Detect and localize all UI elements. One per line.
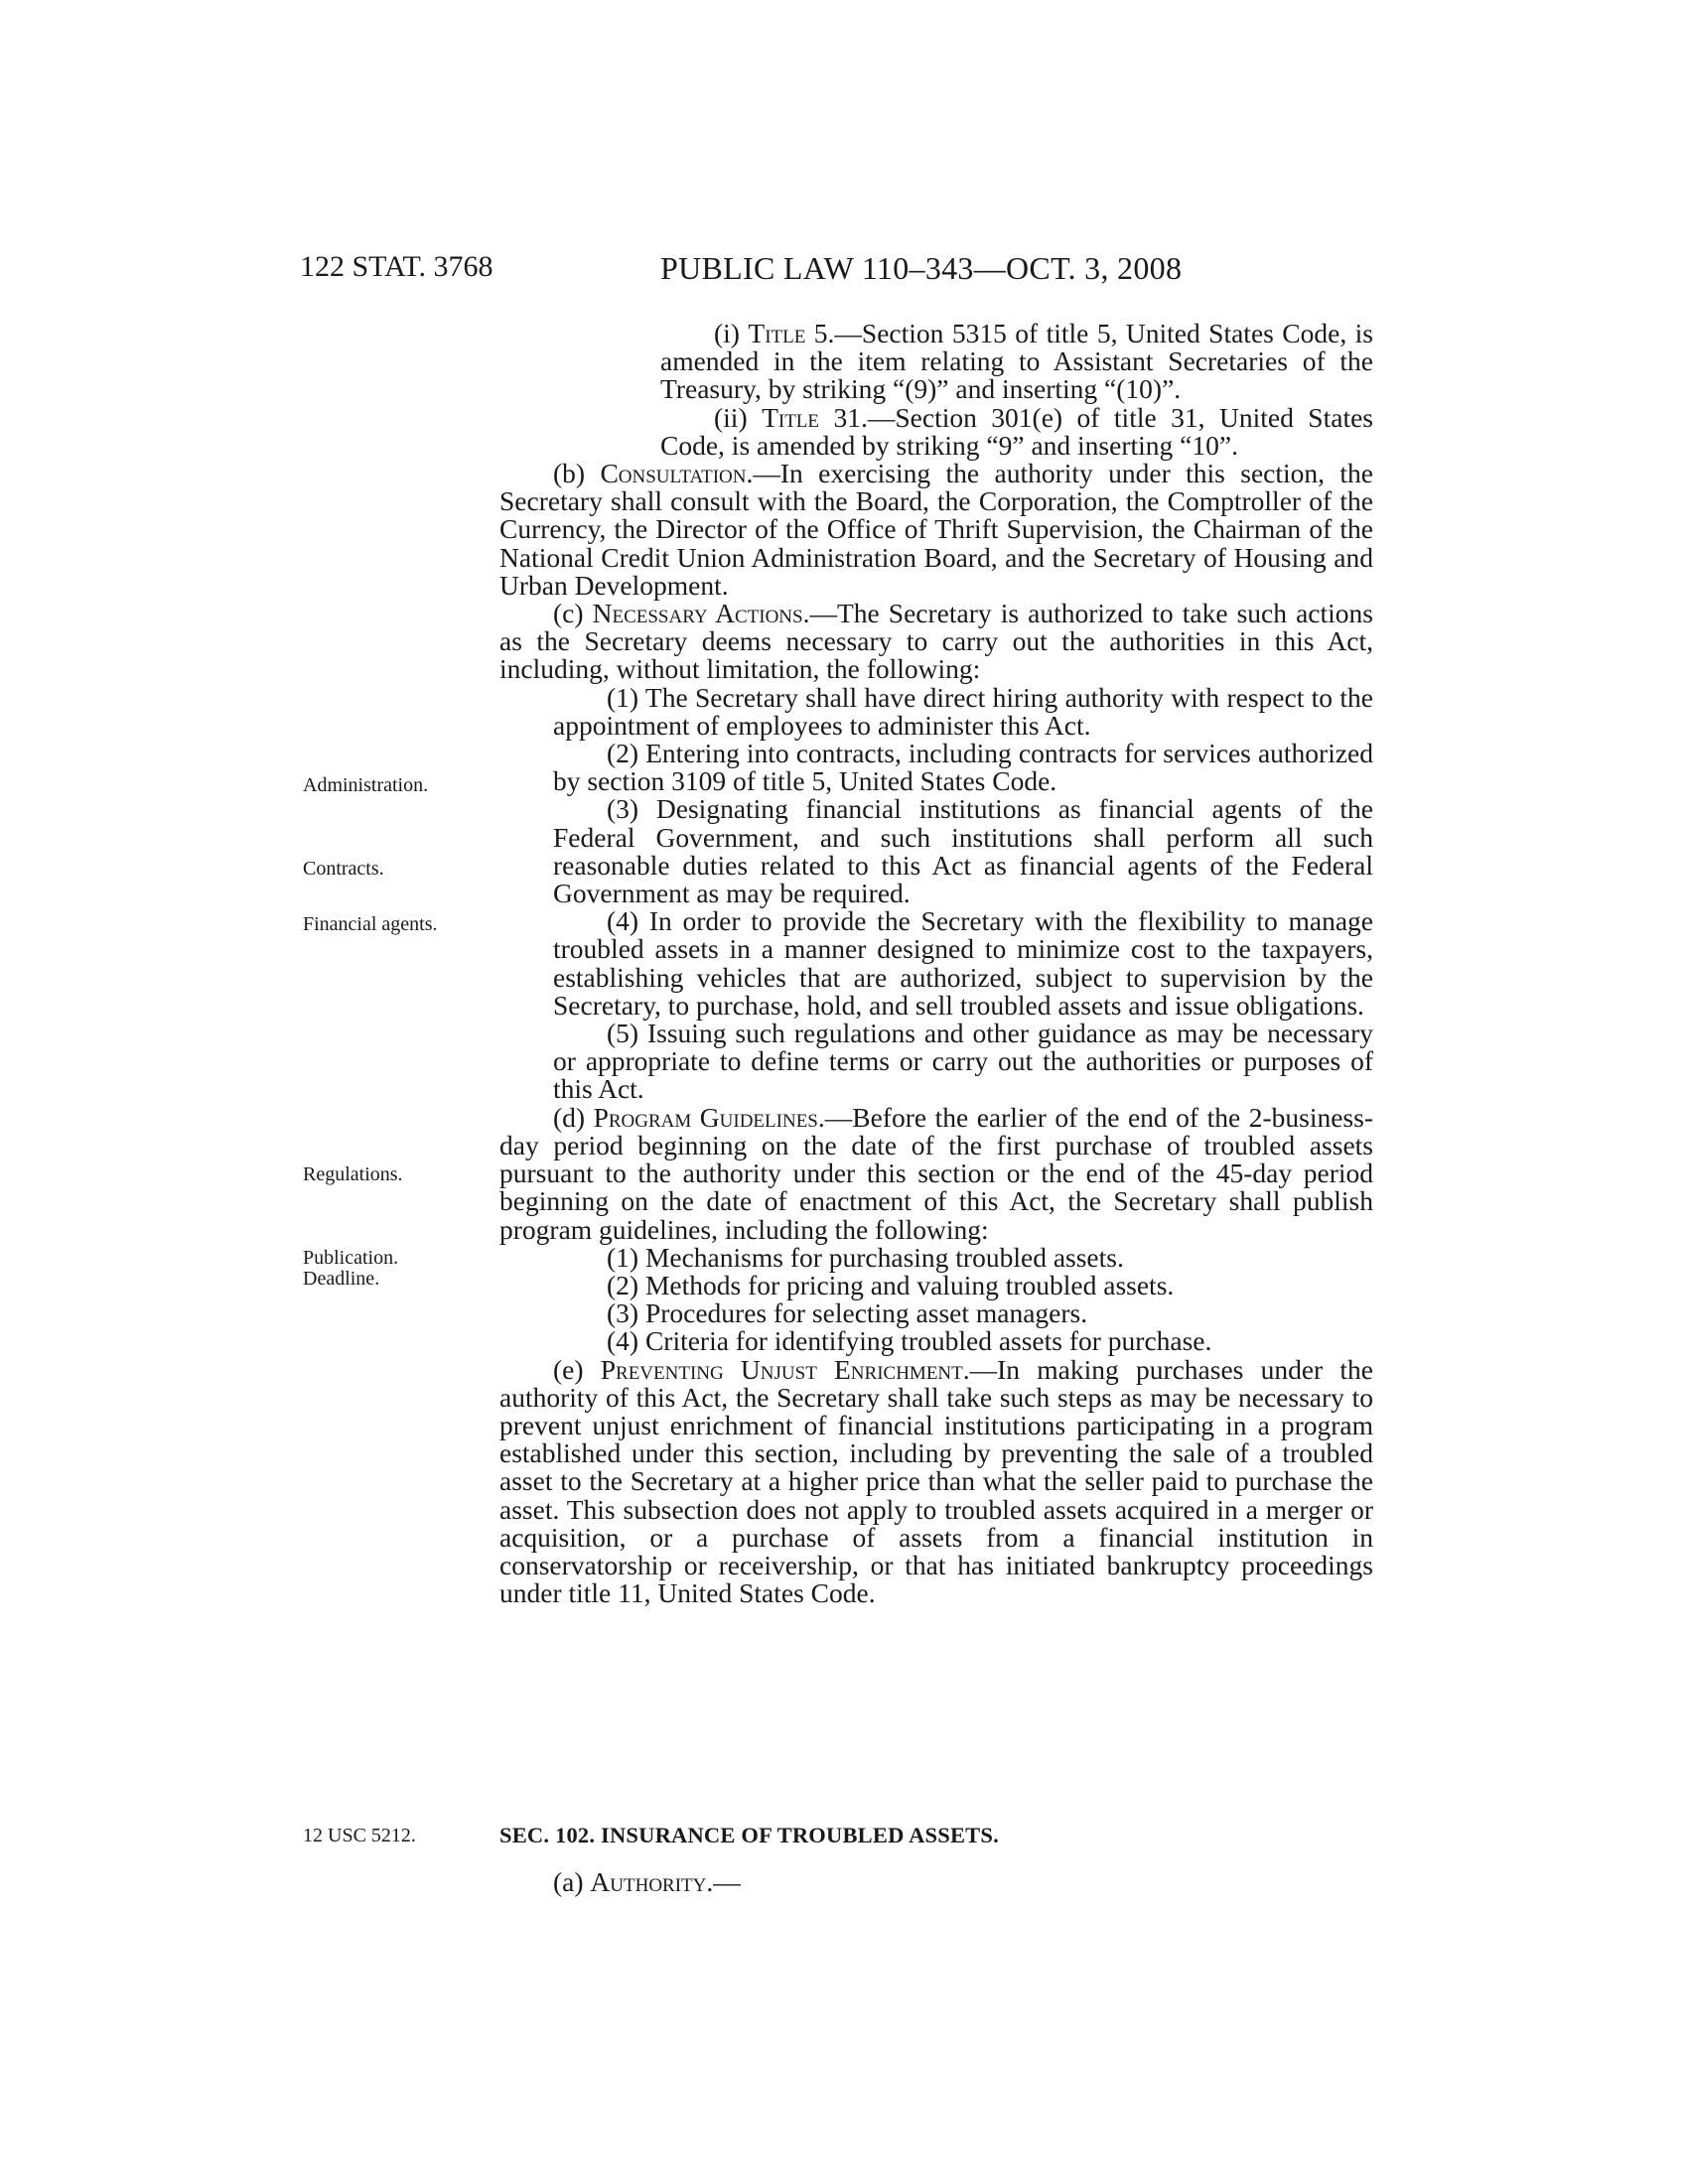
subsection-b: (b) Consultation.—In exercising the authority under this section, the Secretary shall consult with the Board, the Corporation, the Comptroller of the Currency, the Director of the Office of Thrift Supervision, the Chairman of the National Credit Union Administration Board, and the Secretary of Housing and Urban Development. (499, 458, 1373, 601)
body-text (499, 320, 1373, 1607)
margin-note-financial-agents: Financial agents. (303, 913, 438, 935)
margin-note-regulations: Regulations. (303, 1163, 403, 1185)
paragraph-c4: (4) In order to provide the Secretary with the flexibility to manage troubled assets in a manner designed to minimize cost to the taxpayers, establishing vehicles that are authorized, subject to supervision by the Secretary, to purchase, hold, and sell troubled assets and issue obligations. (553, 905, 1373, 1021)
subsection-d: (d) Program Guidelines.—Before the earlier of the end of the 2-business-day period beginning on the date of the first purchase of troubled assets pursuant to the authority under this section or the end of the 45-day period beginning on the date of enactment of this Act, the Secretary shall publish program guidelines, including the following: (499, 1101, 1373, 1245)
subsection-c: (c) Necessary Actions.—The Secretary is authorized to take such actions as the Secretary deems necessary to carry out the authorities in this Act, including, without limitation, the following: (499, 598, 1373, 685)
public-law-title: PUBLIC LAW 110–343—OCT. 3, 2008 (660, 250, 1183, 286)
paragraph-d4: (4) Criteria for identifying troubled assets for purchase. (607, 1325, 1212, 1357)
subsection-a-heading: (a) Authority.— (553, 1866, 741, 1897)
margin-note-deadline: Deadline. (303, 1268, 380, 1290)
clause-i: (i) Title 5.—Section 5315 of title 5, United States Code, is amended in the item relating to Assistant Secretaries of the Treasury, by striking “(9)” and inserting “(10)”. (660, 318, 1373, 405)
margin-note-contracts: Contracts. (303, 858, 384, 880)
paragraph-c2: (2) Entering into contracts, including contracts for services authorized by section 3109 of title 5, United States Code. (553, 738, 1373, 797)
statute-page-number: 122 STAT. 3768 (300, 250, 493, 283)
paragraph-d2: (2) Methods for pricing and valuing troubled assets. (607, 1269, 1175, 1300)
margin-note-publication: Publication. (303, 1247, 399, 1269)
page-header (300, 250, 1388, 290)
paragraph-d1: (1) Mechanisms for purchasing troubled assets. (607, 1241, 1124, 1273)
margin-note-administration: Administration. (303, 774, 429, 796)
paragraph-c3: (3) Designating financial institutions as financial agents of the Federal Government, and such institutions shall perform all such reasonable duties related to this Act as financial agents of the Federal Government as may be required. (553, 793, 1373, 909)
margin-note-usc: 12 USC 5212. (303, 1825, 416, 1846)
subsection-e: (e) Preventing Unjust Enrichment.—In making purchases under the authority of this Act, the Secretary shall take such steps as may be necessary to prevent unjust enrichment of financial institutions participating in a program established under this section, including by preventing the sale of a troubled asset to the Secretary at a higher price than what the seller paid to purchase the asset. This subsection does not apply to troubled assets acquired in a merger or acquisition, or a purchase of assets from a financial institution in conservatorship or receivership, or that has initiated bankruptcy proceedings under title 11, United States Code. (499, 1353, 1373, 1609)
paragraph-d3: (3) Procedures for selecting asset managers. (607, 1297, 1088, 1329)
paragraph-c5: (5) Issuing such regulations and other guidance as may be necessary or appropriate to define terms or carry out the authorities or purposes of this Act. (553, 1018, 1373, 1105)
clause-ii: (ii) Title 31.—Section 301(e) of title 31, United States Code, is amended by striking “9” and inserting “10”. (660, 401, 1373, 461)
paragraph-c1: (1) The Secretary shall have direct hiring authority with respect to the appointment of employees to administer this Act. (553, 681, 1373, 741)
section-heading: SEC. 102. INSURANCE OF TROUBLED ASSETS. (499, 1823, 999, 1847)
